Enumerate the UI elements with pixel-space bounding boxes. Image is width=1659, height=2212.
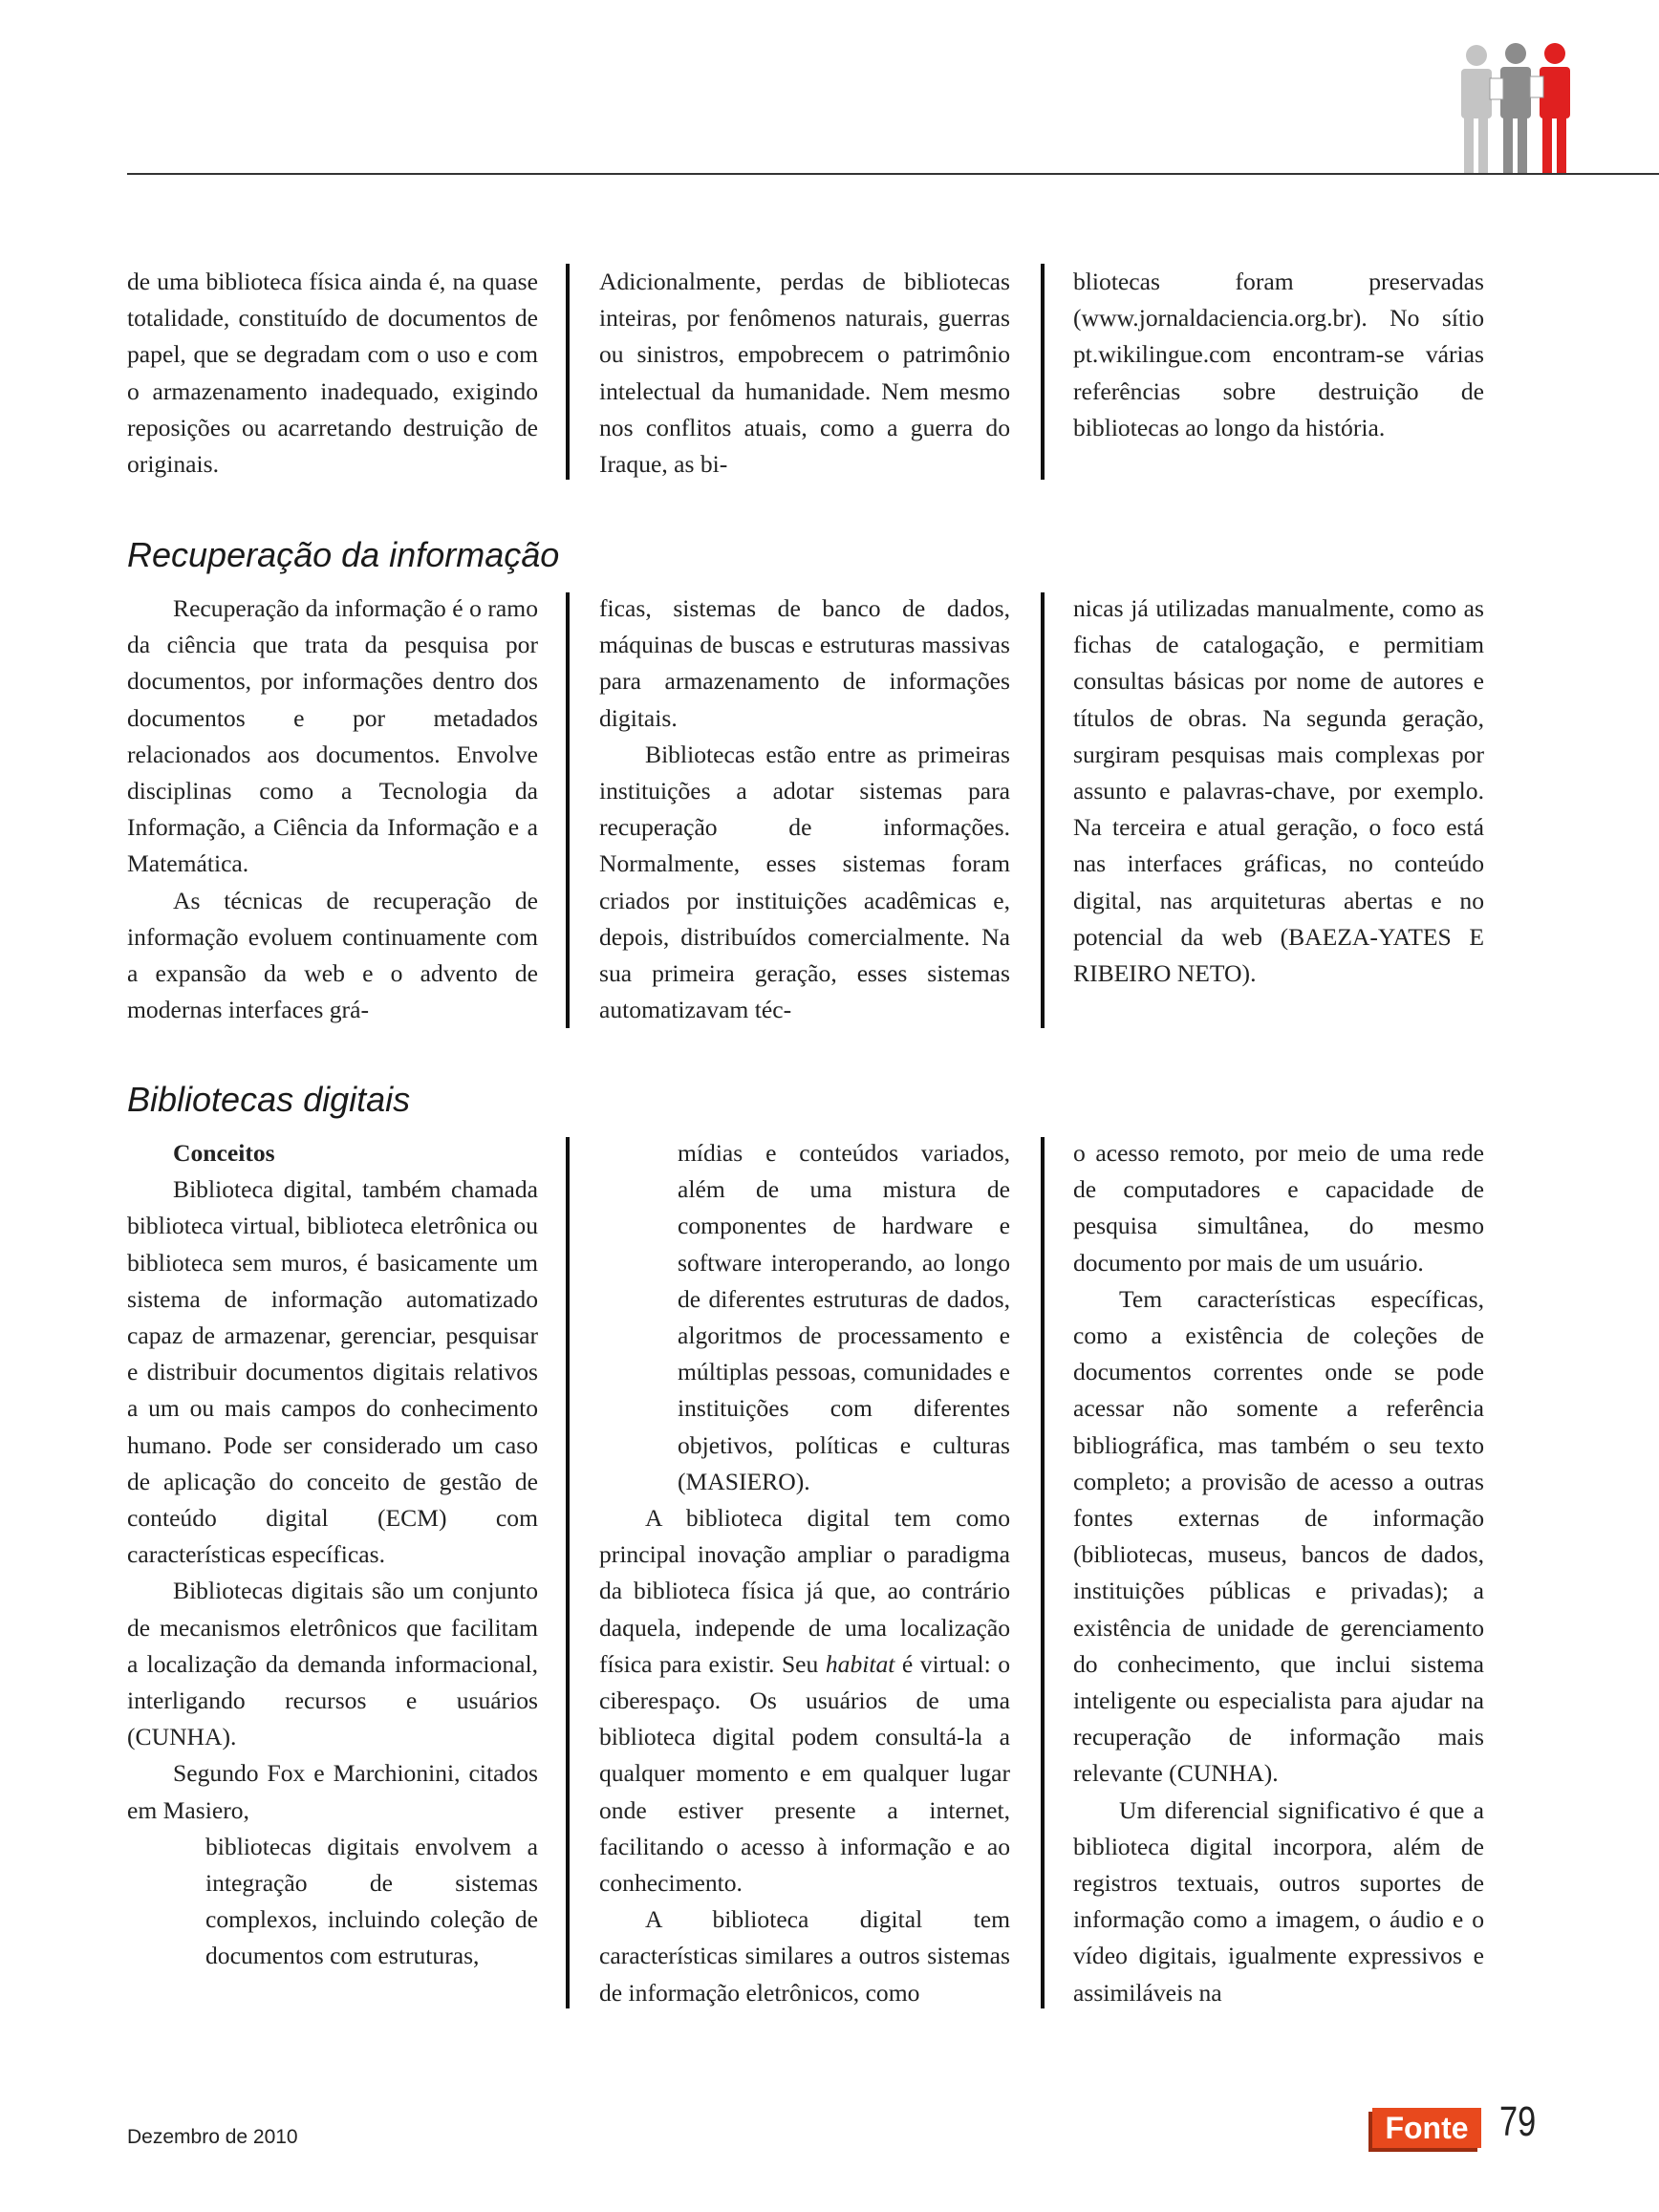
paragraph: bliotecas foram preservadas (www.jornaldaciencia.org.br). No sítio pt.wikilingue.com encontram-se várias referências sobre destruição de bibliotecas ao longo da história. [1073, 268, 1484, 441]
section-title-bibliotecas-digitais: Bibliotecas digitais [127, 1080, 411, 1119]
paragraph: Segundo Fox e Marchionini, citados em Masiero, [127, 1759, 538, 1824]
subheading-conceitos: Conceitos [173, 1139, 275, 1167]
paragraph: nicas já utilizadas manualmente, como as fichas de catalogação, e permitiam consultas básicas por nome de autores e títulos de obras. Na segunda geração, surgiram pesquisas mais complexas por assunto e palavras-chave, por exemplo. Na terceira e atual geração, o foco está nas interfaces gráficas, no conteúdo digital, nas arquiteturas abertas e no potencial da web (BAEZA-YATES E RIBEIRO NETO). [1073, 594, 1484, 988]
paragraph: Bibliotecas digitais são um conjunto de mecanismos eletrônicos que facilitam a localização da demanda informacional, interligando recursos e usuários (CUNHA). [127, 1577, 538, 1751]
block3-col2 [599, 1135, 1010, 2011]
text-run: A biblioteca digital tem como principal inovação ampliar o paradigma da biblioteca física já que, ao contrário daquela, independe de uma localização física para existir. Seu [599, 1504, 1010, 1678]
text-run: é virtual: o ciberespaço. Os usuários de uma biblioteca digital podem consultá-la a qualquer momento e em qualquer lugar onde estiver presente a internet, facilitando o acesso à informação e ao conhecimento. [599, 1649, 1010, 1898]
block2-col2 [599, 591, 1010, 1028]
footer-date: Dezembro de 2010 [127, 2126, 298, 2148]
block-quote: bibliotecas digitais envolvem a integração de sistemas complexos, incluindo coleção de documentos com estruturas, [205, 1832, 538, 1970]
paragraph: Tem características específicas, como a existência de coleções de documentos correntes onde se pode acessar não somente a referência bibliográfica, mas também o seu texto completo; a provisão de acesso a outras fontes externas de informação (bibliotecas, museus, bancos de dados, instituições públicas e privadas); a existência de unidade de gerenciamento do conhecimento, que inclui sistema inteligente ou especialista para ajudar na recuperação de informação mais relevante (CUNHA). [1073, 1284, 1484, 1788]
page-number: 79 [1499, 2098, 1537, 2145]
section-title-recuperacao: Recuperação da informação [127, 535, 560, 574]
column-rule [566, 264, 570, 480]
paragraph: Biblioteca digital, também chamada biblioteca virtual, biblioteca eletrônica ou biblioteca sem muros, é basicamente um sistema de informação automatizado capaz de armazenar, gerenciar, pesquisar e distribuir documentos digitais relativos a um ou mais campos do conhecimento humano. Pode ser considerado um caso de aplicação do conceito de gestão de conteúdo digital (ECM) com características específicas. [127, 1175, 538, 1569]
block3-col1 [127, 1135, 538, 1975]
block1-col2 [599, 264, 1010, 483]
paragraph: A biblioteca digital tem características similares a outros sistemas de informação eletrônicos, como [599, 1905, 1010, 2007]
column-rule [1041, 1137, 1045, 2008]
paragraph: ficas, sistemas de banco de dados, máquinas de buscas e estruturas massivas para armazenamento de informações digitais. [599, 594, 1010, 732]
paragraph: de uma biblioteca física ainda é, na quase totalidade, constituído de documentos de papel, que se degradam com o uso e com o armazenamento inadequado, exigindo reposições ou acarretando destruição de originais. [127, 268, 538, 479]
paragraph: Adicionalmente, perdas de bibliotecas inteiras, por fenômenos naturais, guerras ou sinistros, empobrecem o patrimônio intelectual da humanidade. Nem mesmo nos conflitos atuais, como a guerra do Iraque, as bi- [599, 268, 1010, 479]
block-quote: mídias e conteúdos variados, além de uma mistura de componentes de hardware e software interoperando, ao longo de diferentes estruturas de dados, algoritmos de processamento e múltiplas pessoas, comunidades e instituições com diferentes objetivos, políticas e culturas (MASIERO). [678, 1139, 1010, 1495]
paragraph: As técnicas de recuperação de informação evoluem continuamente com a expansão da web e o advento de modernas interfaces grá- [127, 886, 538, 1024]
column-rule [1041, 264, 1045, 480]
paragraph: o acesso remoto, por meio de uma rede de computadores e capacidade de pesquisa simultânea, do mesmo documento por mais de um usuário. [1073, 1139, 1484, 1277]
fonte-brand-logo: Fonte [1372, 2108, 1481, 2148]
header-rule [127, 173, 1659, 175]
people-logo-icon [1448, 40, 1591, 176]
column-rule [1041, 592, 1045, 1028]
block1-col3 [1073, 264, 1484, 446]
block3-col3 [1073, 1135, 1484, 2011]
column-rule [566, 1137, 570, 2008]
paragraph: Recuperação da informação é o ramo da ciência que trata da pesquisa por documentos, por informações dentro dos documentos e por metadados relacionados aos documentos. Envolve disciplinas como a Tecnologia da Informação, a Ciência da Informação e a Matemática. [127, 594, 538, 878]
paragraph: Um diferencial significativo é que a biblioteca digital incorpora, além de registros textuais, outros suportes de informação como a imagem, o áudio e o vídeo digitais, igualmente expressivos e assimiláveis na [1073, 1795, 1484, 2007]
block1-col1 [127, 264, 538, 483]
paragraph [599, 1500, 1010, 1901]
block2-col1 [127, 591, 538, 1028]
column-rule [566, 592, 570, 1028]
block2-col3 [1073, 591, 1484, 992]
italic-term: habitat [825, 1649, 895, 1678]
paragraph: Bibliotecas estão entre as primeiras instituições a adotar sistemas para recuperação de informações. Normalmente, esses sistemas foram criados por instituições acadêmicas e, depois, distribuídos comercialmente. Na sua primeira geração, esses sistemas automatizavam téc- [599, 740, 1010, 1024]
